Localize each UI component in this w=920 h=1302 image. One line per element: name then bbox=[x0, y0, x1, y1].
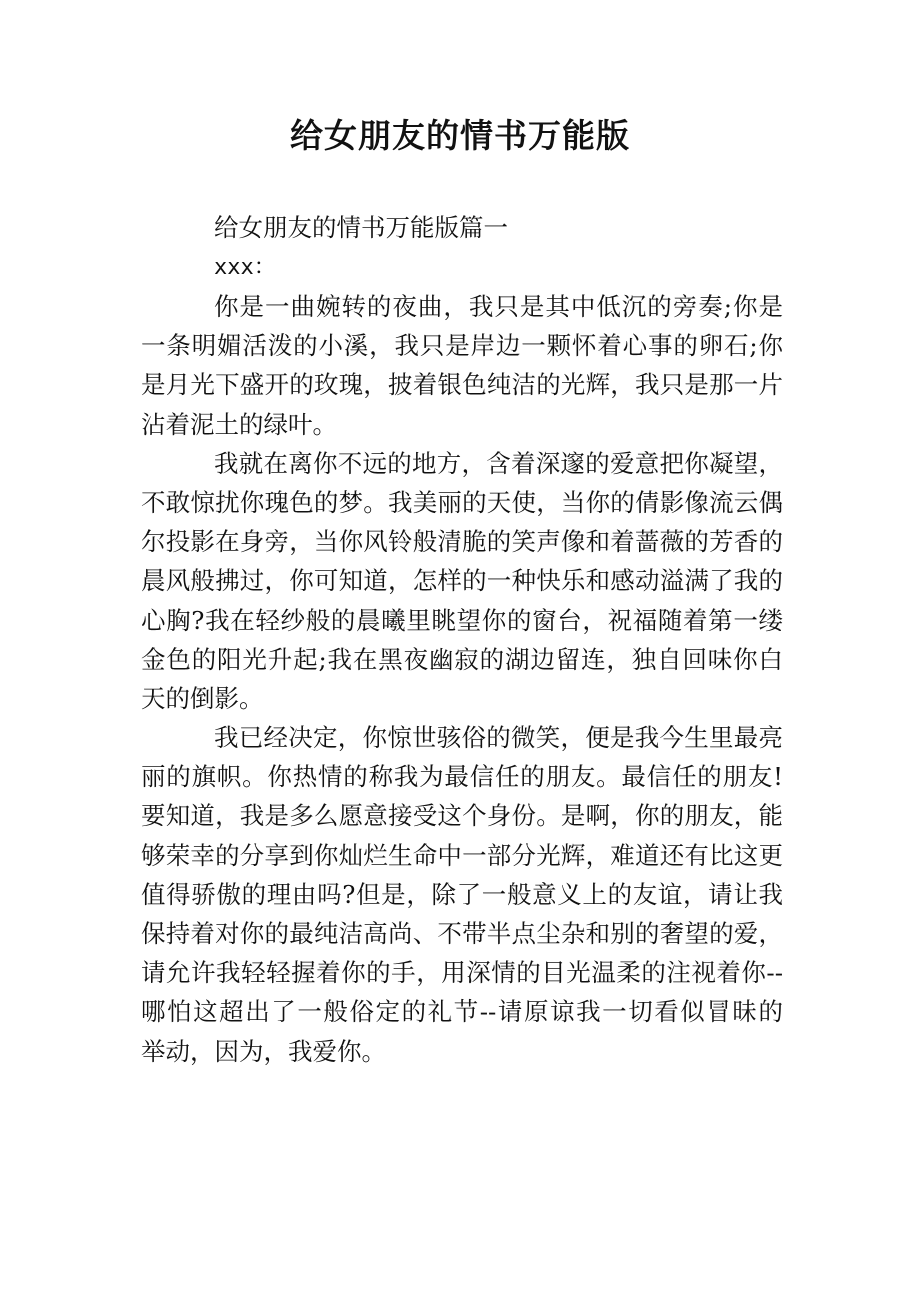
paragraph-line: 心胸?我在轻纱般的晨曦里眺望你的窗台，祝福随着第一缕 bbox=[141, 605, 783, 635]
paragraph-line: 你是一曲婉转的夜曲，我只是其中低沉的旁奏;你是 bbox=[214, 292, 783, 321]
section-heading: 给女朋友的情书万能版篇一 bbox=[214, 213, 508, 242]
paragraph-line: 尔投影在身旁，当你风铃般清脆的笑声像和着蔷薇的芳香的 bbox=[141, 527, 783, 557]
document-title: 给女朋友的情书万能版 bbox=[290, 116, 630, 155]
paragraph-line: 值得骄傲的理由吗?但是，除了一般意义上的友谊，请让我 bbox=[141, 879, 783, 909]
paragraph-line: 请允许我轻轻握着你的手，用深情的目光温柔的注视着你-- bbox=[141, 958, 783, 988]
paragraph-2 bbox=[141, 444, 783, 718]
paragraph-line: 是月光下盛开的玫瑰，披着银色纯洁的光辉，我只是那一片 bbox=[141, 370, 783, 400]
paragraph-line: 要知道，我是多么愿意接受这个身份。是啊，你的朋友，能 bbox=[141, 801, 783, 831]
paragraph-line: 保持着对你的最纯洁高尚、不带半点尘杂和别的奢望的爱， bbox=[141, 919, 783, 948]
paragraph-3 bbox=[141, 718, 783, 1071]
document-body bbox=[141, 208, 783, 1071]
paragraph-line: 举动，因为，我爱你。 bbox=[141, 1036, 386, 1066]
paragraph-line: 不敢惊扰你瑰色的梦。我美丽的天使，当你的倩影像流云偶 bbox=[141, 487, 783, 517]
paragraph-line: 晨风般拂过，你可知道，怎样的一种快乐和感动溢满了我的 bbox=[141, 566, 783, 596]
paragraph-line: 哪怕这超出了一般俗定的礼节--请原谅我一切看似冒昧的 bbox=[141, 997, 783, 1027]
paragraph-line: 够荣幸的分享到你灿烂生命中一部分光辉，难道还有比这更 bbox=[141, 840, 783, 870]
paragraph-line: 丽的旗帜。你热情的称我为最信任的朋友。最信任的朋友! bbox=[141, 762, 783, 792]
paragraph-line: 天的倒影。 bbox=[141, 683, 264, 713]
paragraph-line: 我就在离你不远的地方，含着深邃的爱意把你凝望， bbox=[214, 448, 783, 478]
paragraph-line: 金色的阳光升起;我在黑夜幽寂的湖边留连，独自回味你白 bbox=[141, 644, 783, 674]
salutation: xxx： bbox=[214, 255, 276, 280]
paragraph-1 bbox=[141, 287, 783, 444]
paragraph-line: 沾着泥土的绿叶。 bbox=[141, 409, 337, 439]
paragraph-line: 一条明媚活泼的小溪，我只是岸边一颗怀着心事的卵石;你 bbox=[141, 331, 783, 361]
paragraph-line: 我已经决定，你惊世骇俗的微笑，便是我今生里最亮 bbox=[214, 723, 783, 753]
